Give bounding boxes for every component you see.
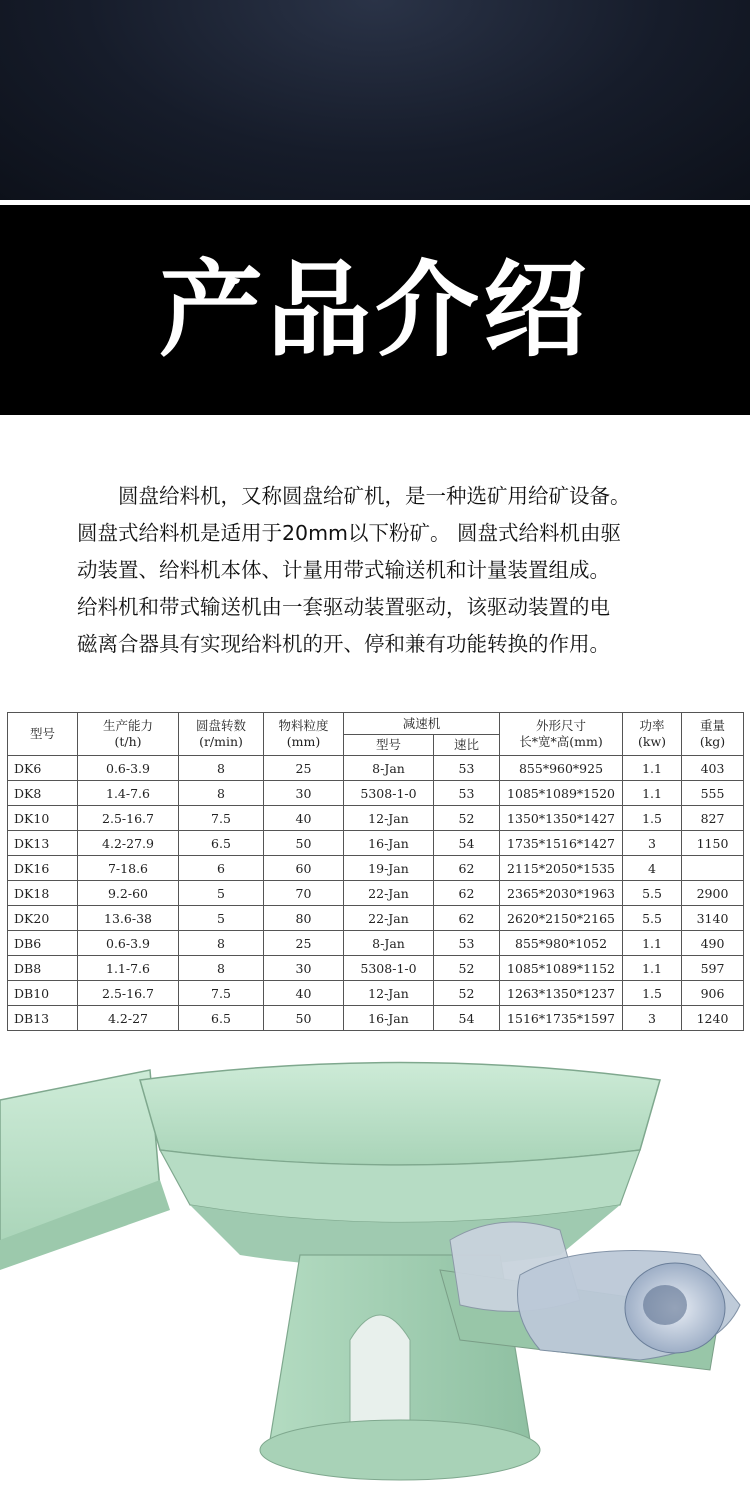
table-cell: 8-Jan: [344, 756, 434, 781]
table-cell: 50: [264, 831, 344, 856]
intro-line: 圆盘式给料机是适用于20mm以下粉矿。 圆盘式给料机由驱: [77, 521, 622, 545]
table-cell: 1350*1350*1427: [500, 806, 623, 831]
table-cell: 54: [434, 1006, 500, 1031]
table-cell: 0.6-3.9: [78, 931, 179, 956]
table-cell: DK18: [8, 881, 78, 906]
base-plate: [260, 1420, 540, 1480]
header-size: 物料粒度 (mm): [264, 713, 344, 756]
table-cell: 1263*1350*1237: [500, 981, 623, 1006]
table-cell: 4: [623, 856, 682, 881]
table-cell: 2.5-16.7: [78, 981, 179, 1006]
table-cell: 906: [682, 981, 744, 1006]
title-block: [0, 205, 750, 415]
table-cell: DB8: [8, 956, 78, 981]
table-row: [8, 981, 744, 1006]
spec-table-body: [8, 756, 744, 1031]
table-cell: 62: [434, 906, 500, 931]
table-row: [8, 956, 744, 981]
table-cell: DB10: [8, 981, 78, 1006]
table-row: [8, 831, 744, 856]
table-cell: 5: [179, 881, 264, 906]
table-cell: 1150: [682, 831, 744, 856]
header-reducer-ratio: 速比: [434, 735, 500, 756]
table-cell: 5.5: [623, 881, 682, 906]
table-cell: 62: [434, 881, 500, 906]
table-cell: 12-Jan: [344, 806, 434, 831]
header-dimensions: 外形尺寸 长*宽*高(mm): [500, 713, 623, 756]
table-cell: 5: [179, 906, 264, 931]
table-cell: 62: [434, 856, 500, 881]
table-cell: 1.5: [623, 806, 682, 831]
table-cell: 25: [264, 756, 344, 781]
table-cell: 40: [264, 981, 344, 1006]
table-cell: 52: [434, 981, 500, 1006]
table-cell: DK10: [8, 806, 78, 831]
table-cell: 6.5: [179, 831, 264, 856]
table-cell: 13.6-38: [78, 906, 179, 931]
header-speed: 圆盘转数 (r/min): [179, 713, 264, 756]
table-cell: 80: [264, 906, 344, 931]
table-cell: 0.6-3.9: [78, 756, 179, 781]
table-row: [8, 931, 744, 956]
intro-line: 动装置、给料机本体、计量用带式输送机和计量装置组成。: [77, 558, 610, 582]
table-cell: 1516*1735*1597: [500, 1006, 623, 1031]
table-cell: 19-Jan: [344, 856, 434, 881]
table-cell: 4.2-27.9: [78, 831, 179, 856]
table-cell: 54: [434, 831, 500, 856]
table-row: [8, 906, 744, 931]
table-cell: 2365*2030*1963: [500, 881, 623, 906]
table-cell: 6: [179, 856, 264, 881]
table-cell: 5308-1-0: [344, 781, 434, 806]
table-cell: 855*980*1052: [500, 931, 623, 956]
page-title: 产品介绍: [158, 249, 591, 371]
table-cell: 1240: [682, 1006, 744, 1031]
table-cell: 8: [179, 756, 264, 781]
table-cell: 8: [179, 956, 264, 981]
table-cell: 5.5: [623, 906, 682, 931]
header-reducer-model: 型号: [344, 735, 434, 756]
table-cell: 40: [264, 806, 344, 831]
table-cell: 7-18.6: [78, 856, 179, 881]
table-cell: 70: [264, 881, 344, 906]
header-power: 功率 (kw): [623, 713, 682, 756]
table-cell: 1.4-7.6: [78, 781, 179, 806]
table-row: [8, 881, 744, 906]
table-cell: 1.1: [623, 756, 682, 781]
table-cell: 30: [264, 781, 344, 806]
table-cell: 22-Jan: [344, 881, 434, 906]
table-cell: 53: [434, 781, 500, 806]
table-row: [8, 806, 744, 831]
table-cell: 827: [682, 806, 744, 831]
table-cell: [682, 856, 744, 881]
table-cell: 2900: [682, 881, 744, 906]
table-cell: 8: [179, 931, 264, 956]
table-cell: 1085*1089*1520: [500, 781, 623, 806]
table-cell: 50: [264, 1006, 344, 1031]
table-cell: 597: [682, 956, 744, 981]
table-cell: 3: [623, 1006, 682, 1031]
table-cell: 16-Jan: [344, 1006, 434, 1031]
table-cell: 5308-1-0: [344, 956, 434, 981]
table-cell: 4.2-27: [78, 1006, 179, 1031]
header-capacity: 生产能力 (t/h): [78, 713, 179, 756]
table-cell: 25: [264, 931, 344, 956]
table-cell: 1.1: [623, 781, 682, 806]
table-cell: 1085*1089*1152: [500, 956, 623, 981]
table-cell: 855*960*925: [500, 756, 623, 781]
table-cell: 53: [434, 756, 500, 781]
disc-feeder-photo: [0, 1040, 750, 1500]
intro-line: 圆盘给料机，又称圆盘给矿机，是一种选矿用给矿设备。: [118, 484, 631, 508]
table-cell: 2620*2150*2165: [500, 906, 623, 931]
table-row: [8, 856, 744, 881]
table-cell: 8: [179, 781, 264, 806]
table-cell: DK8: [8, 781, 78, 806]
top-banner: [0, 0, 750, 200]
table-cell: 12-Jan: [344, 981, 434, 1006]
table-cell: DK20: [8, 906, 78, 931]
header-weight: 重量 (kg): [682, 713, 744, 756]
intro-line: 磁离合器具有实现给料机的开、停和兼有功能转换的作用。: [77, 632, 610, 656]
table-cell: DK16: [8, 856, 78, 881]
table-cell: 8-Jan: [344, 931, 434, 956]
table-cell: DK6: [8, 756, 78, 781]
table-cell: DB13: [8, 1006, 78, 1031]
spec-table: [7, 712, 744, 1031]
table-row: [8, 781, 744, 806]
table-cell: 30: [264, 956, 344, 981]
table-row: [8, 756, 744, 781]
table-cell: 2115*2050*1535: [500, 856, 623, 881]
table-cell: 9.2-60: [78, 881, 179, 906]
table-cell: 7.5: [179, 981, 264, 1006]
table-cell: 52: [434, 956, 500, 981]
header-model: 型号: [8, 713, 78, 756]
table-cell: 2.5-16.7: [78, 806, 179, 831]
table-cell: 16-Jan: [344, 831, 434, 856]
table-cell: 7.5: [179, 806, 264, 831]
table-row: [8, 1006, 744, 1031]
table-cell: 1.1: [623, 931, 682, 956]
table-cell: 53: [434, 931, 500, 956]
disc-rim: [140, 1063, 660, 1166]
table-cell: 403: [682, 756, 744, 781]
table-cell: 60: [264, 856, 344, 881]
table-cell: 1.1-7.6: [78, 956, 179, 981]
table-cell: 52: [434, 806, 500, 831]
table-cell: 22-Jan: [344, 906, 434, 931]
table-cell: 1.5: [623, 981, 682, 1006]
table-cell: 490: [682, 931, 744, 956]
header-reducer: 减速机: [344, 713, 500, 735]
table-cell: 3140: [682, 906, 744, 931]
table-cell: 555: [682, 781, 744, 806]
intro-text: [77, 478, 687, 663]
table-cell: 3: [623, 831, 682, 856]
table-cell: 1735*1516*1427: [500, 831, 623, 856]
table-cell: DK13: [8, 831, 78, 856]
table-cell: DB6: [8, 931, 78, 956]
table-cell: 6.5: [179, 1006, 264, 1031]
table-cell: 1.1: [623, 956, 682, 981]
intro-line: 给料机和带式输送机由一套驱动装置驱动，该驱动装置的电: [77, 595, 610, 619]
